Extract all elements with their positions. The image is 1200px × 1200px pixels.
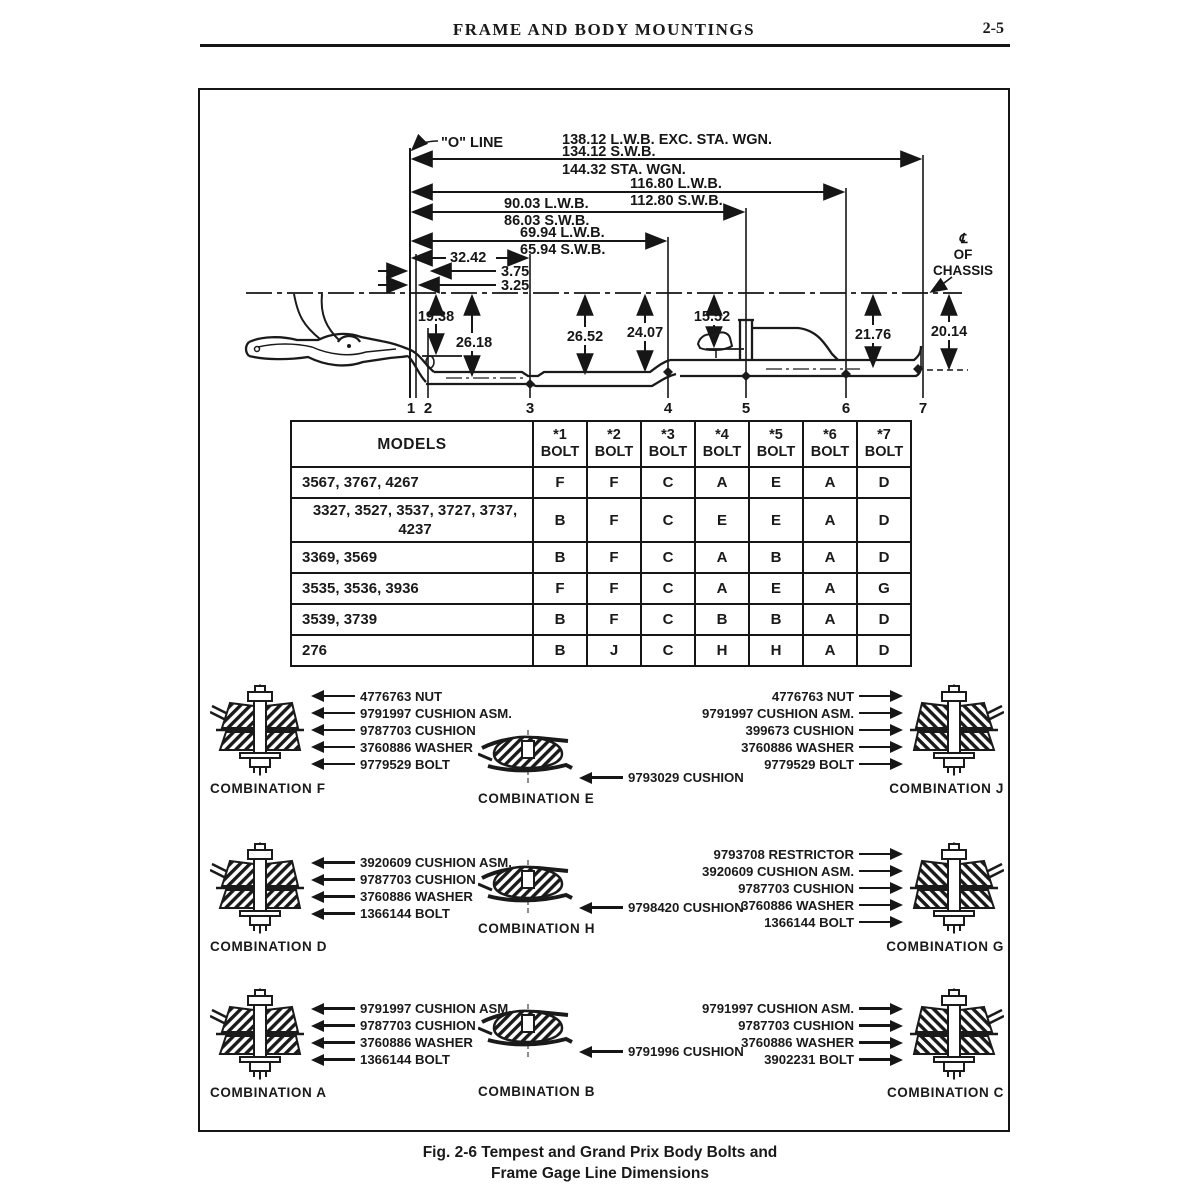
cushion-figure [478, 730, 578, 786]
leader-arrow [859, 695, 891, 697]
bolt-cell: E [749, 573, 803, 604]
model-cell: 3369, 3569 [291, 542, 533, 573]
table-row [291, 467, 911, 498]
col-1-header: *1 BOLT [533, 421, 587, 467]
part-label: 9787703 CUSHION [738, 1018, 854, 1033]
bolt-cell: A [803, 467, 857, 498]
combination-b [478, 1004, 744, 1099]
bolt-cell: E [695, 498, 749, 542]
leader-arrow [591, 1050, 623, 1052]
point-3: 3 [525, 400, 535, 417]
bolt-cell: C [641, 542, 695, 573]
dim-86: 86.03 S.W.B. [504, 213, 590, 229]
bolt-cell: C [641, 498, 695, 542]
combination-c-label: COMBINATION C [886, 1085, 1004, 1100]
bolt-cell: H [695, 635, 749, 666]
leader-arrow [323, 895, 355, 897]
leader-arrow [323, 746, 355, 748]
combination-f-label: COMBINATION F [210, 781, 326, 796]
leader-arrow [323, 1058, 355, 1060]
bolt-cell: D [857, 635, 911, 666]
col-5-header: *5 BOLT [749, 421, 803, 467]
bolt-cell: A [695, 542, 749, 573]
combination-f [210, 684, 520, 796]
centerline-chassis: CHASSIS [932, 263, 994, 278]
bolt-assembly-figure [210, 842, 310, 934]
dim-65: 65.94 S.W.B. [520, 242, 606, 258]
part-label: 3760886 WASHER [360, 889, 473, 904]
part-label: 9798420 CUSHION [628, 900, 744, 915]
bolt-cell: A [695, 467, 749, 498]
point-4: 4 [663, 400, 673, 417]
bolt-cell: A [803, 573, 857, 604]
bolt-assembly-figure [904, 988, 1004, 1080]
bolt-assembly-figure [210, 988, 310, 1080]
part-label: 9791997 CUSHION ASM. [360, 1001, 512, 1016]
bolt-cell: D [857, 498, 911, 542]
leader-arrow [859, 1058, 891, 1060]
bolt-cell: B [749, 604, 803, 635]
part-label: 3920609 CUSHION ASM. [702, 863, 854, 879]
combination-d-label: COMBINATION D [210, 939, 328, 954]
leader-arrow [323, 861, 355, 863]
bolt-cell: C [641, 604, 695, 635]
dim-144: 144.32 STA. WGN. [562, 162, 686, 178]
combination-j-label: COMBINATION J [889, 781, 1004, 796]
leader-arrow [323, 878, 355, 880]
centerline-of: OF [953, 247, 973, 262]
bolt-cell: F [587, 573, 641, 604]
point-6: 6 [841, 400, 851, 417]
figure-box [198, 88, 1010, 1132]
part-label: 9787703 CUSHION [738, 880, 854, 896]
table-row [291, 498, 911, 542]
part-label: 9787703 CUSHION [360, 722, 476, 738]
caption-line-1: Fig. 2-6 Tempest and Grand Prix Body Bolts and [422, 1144, 778, 1161]
part-label: 4776763 NUT [771, 688, 854, 704]
part-label: 9793029 CUSHION [628, 770, 744, 785]
dim-2014: 20.14 [930, 324, 968, 340]
bolt-cell: H [749, 635, 803, 666]
part-label: 4776763 NUT [360, 688, 443, 704]
model-cell: 3535, 3536, 3936 [291, 573, 533, 604]
table-header-row [291, 421, 911, 467]
combination-h-label: COMBINATION H [478, 921, 596, 936]
combination-d [210, 842, 520, 954]
part-label: 9793708 RESTRICTOR [713, 846, 854, 862]
model-cell: 276 [291, 635, 533, 666]
leader-arrow [859, 1041, 891, 1043]
model-cell: 3567, 3767, 4267 [291, 467, 533, 498]
part-label: 399673 CUSHION [745, 722, 854, 738]
bolt-cell: F [587, 498, 641, 542]
leader-arrow [323, 695, 355, 697]
bolt-cell: B [533, 542, 587, 573]
bolt-cell: E [749, 498, 803, 542]
dim-90: 90.03 L.W.B. [504, 196, 589, 212]
combination-h [478, 860, 744, 936]
dim-32: 32.42 [450, 250, 487, 266]
bolt-cell: C [641, 635, 695, 666]
dim-116: 116.80 L.W.B. [630, 176, 722, 192]
leader-arrow [323, 712, 355, 714]
part-label: 1366144 BOLT [764, 914, 854, 930]
col-2-header: *2 BOLT [587, 421, 641, 467]
bolt-cell: A [803, 635, 857, 666]
bolt-cell: F [587, 604, 641, 635]
table-row [291, 573, 911, 604]
page-title: FRAME AND BODY MOUNTINGS [452, 20, 756, 39]
leader-arrow [323, 912, 355, 914]
bolt-cell: A [803, 542, 857, 573]
part-label: 3760886 WASHER [741, 897, 854, 913]
cushion-figure [478, 860, 578, 916]
dim-2176: 21.76 [854, 327, 892, 343]
combination-j [700, 684, 1004, 796]
part-label: 9779529 BOLT [764, 756, 854, 772]
col-4-header: *4 BOLT [695, 421, 749, 467]
dim-138: 138.12 L.W.B. EXC. STA. WGN. [562, 132, 773, 148]
bolt-cell: J [587, 635, 641, 666]
leader-arrow [591, 906, 623, 908]
leader-arrow [859, 729, 891, 731]
cushion-figure [478, 1004, 578, 1060]
leader-arrow [859, 904, 891, 906]
combination-a-label: COMBINATION A [210, 1085, 327, 1100]
dim-134: 134.12 S.W.B. [562, 144, 656, 160]
bolt-cell: C [641, 573, 695, 604]
bolt-cell: D [857, 542, 911, 573]
part-label: 9791996 CUSHION [628, 1044, 744, 1059]
bolt-cell: B [533, 604, 587, 635]
figure-caption [0, 1142, 1200, 1184]
dim-325: 3.25 [501, 278, 530, 294]
bolt-cell: A [803, 498, 857, 542]
bolt-cell: A [695, 573, 749, 604]
dim-1938: 19.38 [417, 309, 455, 325]
bolt-cell: G [857, 573, 911, 604]
bolt-cell: F [533, 573, 587, 604]
bolt-cell: F [533, 467, 587, 498]
leader-arrow [323, 1041, 355, 1043]
bolt-cell: F [587, 467, 641, 498]
bolt-assembly-figure [904, 842, 1004, 934]
part-label: 3760886 WASHER [360, 739, 473, 755]
bolt-combination-table [290, 420, 912, 667]
leader-arrow [859, 1007, 891, 1009]
dim-2407: 24.07 [626, 325, 664, 341]
point-1: 1 [406, 400, 416, 417]
part-label: 9787703 CUSHION [360, 872, 476, 887]
part-label: 1366144 BOLT [360, 1052, 450, 1067]
leader-arrow [323, 1024, 355, 1026]
part-label: 9787703 CUSHION [360, 1018, 476, 1033]
centerline-symbol: ℄ [958, 231, 968, 246]
bolt-cell: C [641, 467, 695, 498]
bolt-cell: B [695, 604, 749, 635]
bolt-cell: B [533, 635, 587, 666]
part-label: 9791997 CUSHION ASM. [702, 705, 854, 721]
bolt-cell: F [587, 542, 641, 573]
leader-arrow [323, 763, 355, 765]
bolt-cell: B [533, 498, 587, 542]
table-row [291, 604, 911, 635]
part-label: 9779529 BOLT [360, 756, 450, 772]
bolt-assembly-figure [904, 684, 1004, 776]
combination-e-label: COMBINATION E [478, 791, 595, 806]
page-number: 2-5 [982, 20, 1004, 37]
table-row [291, 635, 911, 666]
bolt-assembly-figure [210, 684, 310, 776]
part-label: 1366144 BOLT [360, 906, 450, 921]
model-cell: 3539, 3739 [291, 604, 533, 635]
combination-e [478, 730, 744, 806]
part-label: 3920609 CUSHION ASM. [360, 855, 512, 870]
part-label: 3902231 BOLT [764, 1052, 854, 1067]
combination-a [210, 988, 520, 1100]
part-label: 3760886 WASHER [741, 739, 854, 755]
leader-arrow [323, 1007, 355, 1009]
leader-arrow [591, 776, 623, 778]
leader-arrow [323, 729, 355, 731]
dim-69: 69.94 L.W.B. [520, 225, 605, 241]
models-header: MODELS [291, 421, 533, 467]
leader-arrow [859, 1024, 891, 1026]
bolt-cell: D [857, 604, 911, 635]
col-6-header: *6 BOLT [803, 421, 857, 467]
bolt-cell: B [749, 542, 803, 573]
combination-g-label: COMBINATION G [886, 939, 1004, 954]
leader-arrow [859, 870, 891, 872]
bolt-cell: D [857, 467, 911, 498]
table-row [291, 542, 911, 573]
combination-g [700, 842, 1004, 954]
combination-b-label: COMBINATION B [478, 1084, 596, 1099]
col-7-header: *7 BOLT [857, 421, 911, 467]
dim-375: 3.75 [501, 264, 530, 280]
o-line-label: "O" LINE [441, 135, 504, 151]
dim-2652: 26.52 [566, 329, 604, 345]
leader-arrow [859, 712, 891, 714]
point-2: 2 [423, 400, 433, 417]
col-3-header: *3 BOLT [641, 421, 695, 467]
leader-arrow [859, 746, 891, 748]
combination-c [700, 988, 1004, 1100]
point-7: 7 [918, 400, 928, 417]
leader-arrow [859, 853, 891, 855]
point-5: 5 [741, 400, 751, 417]
frame-dimension-diagram [200, 90, 1008, 436]
bolt-cell: A [803, 604, 857, 635]
part-label: 9791997 CUSHION ASM. [702, 1001, 854, 1016]
part-label: 9791997 CUSHION ASM. [360, 705, 512, 721]
dim-2618: 26.18 [455, 335, 493, 351]
leader-arrow [859, 887, 891, 889]
part-label: 3760886 WASHER [741, 1035, 854, 1050]
caption-line-2: Frame Gage Line Dimensions [491, 1165, 709, 1182]
leader-arrow [859, 921, 891, 923]
model-cell: 3327, 3527, 3537, 3727, 3737, 4237 [291, 498, 533, 542]
leader-arrow [859, 763, 891, 765]
dim-112: 112.80 S.W.B. [630, 193, 723, 209]
dim-1552: 15.52 [693, 309, 731, 325]
bolt-cell: E [749, 467, 803, 498]
header-rule [200, 44, 1010, 47]
part-label: 3760886 WASHER [360, 1035, 473, 1050]
